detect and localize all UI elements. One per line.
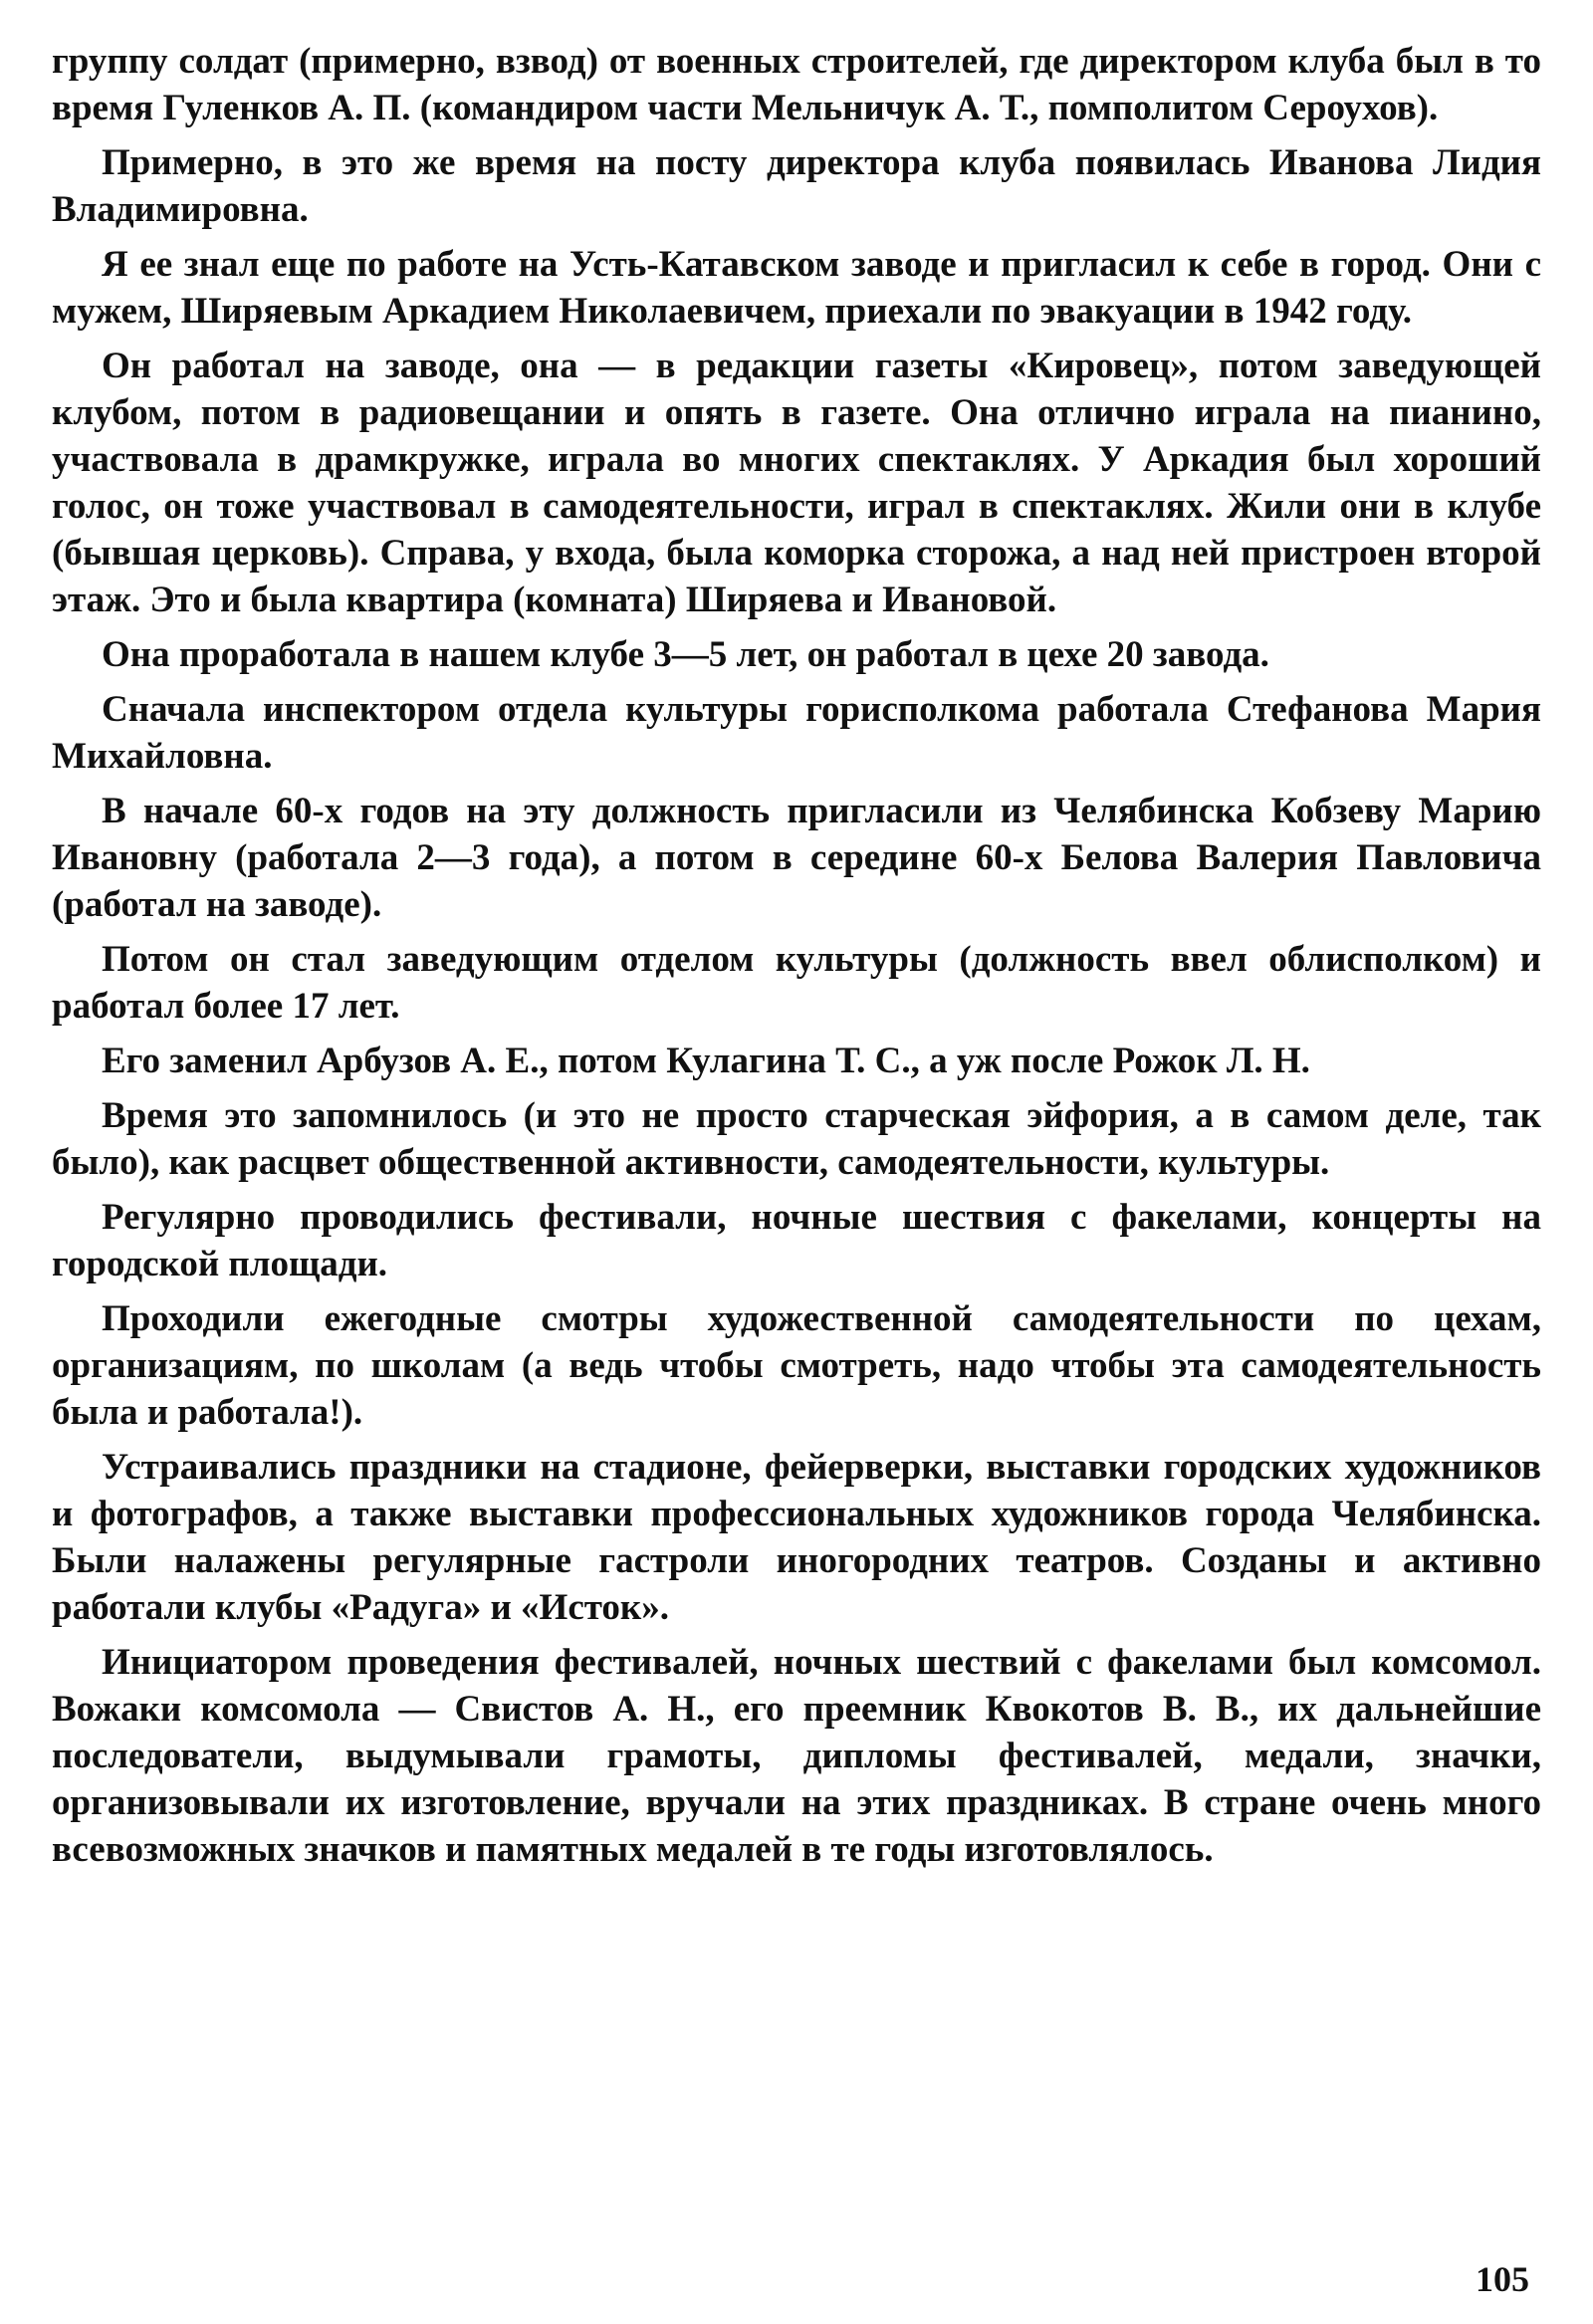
paragraph: Устраивались праздники на стадионе, фейерверки, выставки городских художников и фотографов, а также выставки профессиональных художников города Челябинска. Были налажены регулярные гастроли иногородних театров. Созданы и активно работали клубы «Радуга» и «Исток». [52, 1447, 1541, 1628]
paragraph: Он работал на заводе, она — в редакции газеты «Кировец», потом заведующей клубом, потом в радиовещании и опять в газете. Она отлично играла на пианино, участвовала в драмкружке, играла во многих спектаклях. У Аркадия был хороший голос, он тоже участвовал в самодеятельности, играл в спектаклях. Жили они в клубе (бывшая церковь). Справа, у входа, была коморка сторожа, а над ней пристроен второй этаж. Это и была квартира (комната) Ширяева и Ивановой. [52, 346, 1541, 620]
body-text [52, 38, 1541, 1881]
paragraph: Сначала инспектором отдела культуры горисполкома работала Стефанова Мария Михайловна. [52, 689, 1541, 777]
paragraph: Потом он стал заведующим отделом культуры (должность ввел облисполком) и работал более 17 лет. [52, 939, 1541, 1027]
paragraph: Она проработала в нашем клубе 3—5 лет, он работал в цехе 20 завода. [102, 634, 1269, 675]
paragraph: Я ее знал еще по работе на Усть-Катавском заводе и пригласил к себе в город. Они с мужем, Ширяевым Аркадием Николаевичем, приехали по эвакуации в 1942 году. [52, 244, 1541, 332]
page-number: 105 [1476, 2259, 1529, 2299]
paragraph: Проходили ежегодные смотры художественной самодеятельности по цехам, организациям, по школам (а ведь чтобы смотреть, надо чтобы эта самодеятельность была и работала!). [52, 1298, 1541, 1433]
paragraph: Примерно, в это же время на посту директора клуба появилась Иванова Лидия Владимировна. [52, 142, 1541, 230]
paragraph: Регулярно проводились фестивали, ночные шествия с факелами, концерты на городской площади. [52, 1197, 1541, 1284]
paragraph: группу солдат (примерно, взвод) от военных строителей, где директором клуба был в то время Гуленков А. П. (командиром части Мельничук А. Т., помполитом Сероухов). [52, 41, 1541, 128]
paragraph: Его заменил Арбузов А. Е., потом Кулагина Т. С., а уж после Рожок Л. Н. [102, 1041, 1310, 1081]
paragraph: Инициатором проведения фестивалей, ночных шествий с факелами был комсомол. Вожаки комсомола — Свистов А. Н., его преемник Квокотов В. В., их дальнейшие последователи, выдумывали грамоты, дипломы фестивалей, медали, значки, организовывали их изготовление, вручали на этих праздниках. В стране очень много всевозможных значков и памятных медалей в те годы изготовлялось. [52, 1642, 1541, 1870]
paragraph: В начале 60-х годов на эту должность пригласили из Челябинска Кобзеву Марию Ивановну (работала 2—3 года), а потом в середине 60-х Белова Валерия Павловича (работал на заводе). [52, 791, 1541, 925]
paragraph: Время это запомнилось (и это не просто старческая эйфория, а в самом деле, так было), как расцвет общественной активности, самодеятельности, культуры. [52, 1095, 1541, 1183]
